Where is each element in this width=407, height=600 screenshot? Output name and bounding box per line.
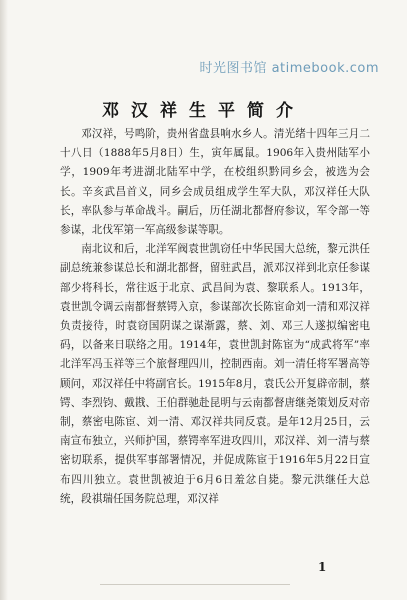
page-gutter-shadow	[0, 0, 8, 600]
page-title: 邓汉祥生平简介	[102, 101, 305, 121]
body-text	[60, 125, 370, 509]
footer-divider	[100, 584, 290, 585]
paragraph: 南北议和后，北洋军阀袁世凯窃任中华民国大总统，黎元洪任副总统兼参谋总长和湖北都督，留驻武昌，派邓汉祥到北京任参谋部少将科长，常往返于北京、武昌间为袁、黎联系人。1913年，袁世凯令调云南都督蔡锷入京，参谋部次长陈宦命刘一清和邓汉祥负责接待，时袁窃国阴谋之谋渐露，蔡、刘、邓三人遂拟编密电码，以备来日联络之用。1914年，袁世凯封陈宦为“成武将军”率北洋军冯玉祥等三个旅督理四川，控制西南。刘一清任将军署高等顾问，邓汉祥任中将副官长。1915年8月，袁氏公开复辟帝制，蔡锷、李烈钧、戴戡、王伯群驰赴昆明与云南都督唐继尧策划反对帝制，蔡密电陈宦、刘一清、邓汉祥共同反袁。是年12月25日，云南宣布独立，兴师护国，蔡锷率军进攻四川，邓汉祥、刘一清与蔡密切联系，提供军事部署情况，并促成陈宦于1916年5月22日宣布四川独立。袁世凯被迫于6月6日羞忿自毙。黎元洪继任大总统，段祺瑞任国务院总理，邓汉祥	[60, 243, 370, 505]
watermark: 时光图书馆 atimebook.com	[199, 61, 379, 76]
page-number: 1	[318, 560, 327, 574]
paragraph: 邓汉祥，号鸣阶，贵州省盘县响水乡人。清光绪十四年三月二十八日（1888年5月8日）生，寅年属鼠。1906年入贵州陆军小学，1909年考进湖北陆军中学，在校组织黔同乡会，被选为会长。辛亥武昌首义，同乡会成员组成学生军大队，邓汉祥任大队长，率队参与革命战斗。嗣后，历任湖北都督府参议，军令部一等参谋，北伐军第一军高级参谋等职。	[60, 128, 370, 237]
